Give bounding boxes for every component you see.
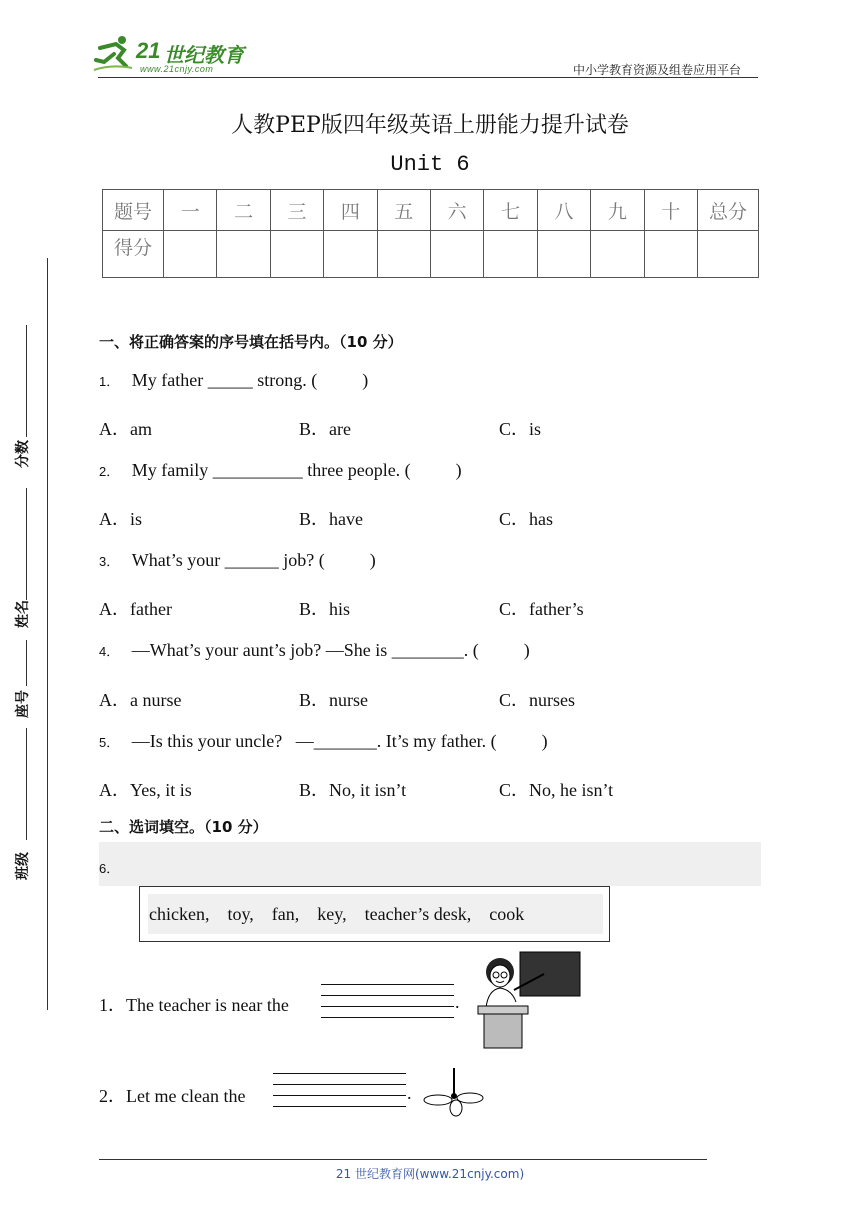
sidebar-score-blank[interactable] <box>26 325 27 437</box>
question-2 <box>99 460 462 481</box>
section2-heading: 二、选词填空。（10 分） <box>99 818 268 836</box>
score-input-cell[interactable] <box>591 231 644 278</box>
header-platform-text: 中小学教育资源及组卷应用平台 <box>573 63 742 77</box>
fill-item-suffix: . <box>455 992 460 1012</box>
fill-item-1 <box>99 991 289 1017</box>
sidebar-score-label: 分数 <box>15 440 31 468</box>
score-table-cell: 六 <box>430 190 483 231</box>
score-table-cell: 五 <box>377 190 430 231</box>
sidebar-class-label: 班级 <box>15 852 31 880</box>
question-5 <box>99 731 548 752</box>
option-c[interactable]: C．has <box>499 509 553 529</box>
score-input-cell[interactable] <box>698 231 759 278</box>
word-bank-words: chicken, toy, fan, key, teacher’s desk, cook <box>149 904 525 924</box>
option-a[interactable]: A．father <box>99 599 172 619</box>
score-input-cell[interactable] <box>484 231 537 278</box>
score-input-cell[interactable] <box>430 231 483 278</box>
option-c[interactable]: C．father’s <box>499 599 584 619</box>
exam-title: 人教PEP版四年级英语上册能力提升试卷 <box>231 113 629 138</box>
score-table-header-row <box>103 190 759 231</box>
sidebar-class-blank[interactable] <box>26 728 27 840</box>
score-table-cell: 总分 <box>698 190 759 231</box>
answer-blank-1[interactable] <box>321 984 454 1028</box>
ceiling-fan-icon <box>420 1068 484 1118</box>
fill-item-2 <box>99 1082 245 1108</box>
question-text: My father _____ strong. ( ) <box>131 370 369 390</box>
binding-line <box>47 258 48 1010</box>
word-bank-box <box>139 886 610 942</box>
option-b[interactable]: B．have <box>299 509 363 529</box>
question-text: —Is this your uncle? —_______. It’s my father. ( ) <box>131 731 548 751</box>
option-a[interactable]: A．Yes, it is <box>99 780 192 800</box>
question-number: 2． <box>99 464 120 479</box>
option-c[interactable]: C．nurses <box>499 690 575 710</box>
option-c[interactable]: C．is <box>499 419 542 439</box>
question-3 <box>99 550 376 571</box>
score-table-cell: 一 <box>164 190 217 231</box>
option-a[interactable]: A．is <box>99 509 143 529</box>
option-b[interactable]: B．No, it isn’t <box>299 780 407 800</box>
question-6-bar <box>99 842 761 886</box>
site-logo <box>92 34 262 76</box>
score-table-score-row <box>103 231 759 278</box>
sidebar-name-blank[interactable] <box>26 488 27 600</box>
sidebar-seat-label: 座号 <box>15 690 31 718</box>
question-text: —What’s your aunt’s job? —She is ________. ( ) <box>131 640 530 660</box>
exam-unit: Unit 6 <box>390 152 470 177</box>
score-table-cell: 二 <box>217 190 270 231</box>
logo-url: www.21cnjy.com <box>140 64 214 74</box>
option-a[interactable]: A．am <box>99 419 152 439</box>
score-input-cell[interactable] <box>324 231 377 278</box>
score-input-cell[interactable] <box>644 231 697 278</box>
logo-number: 21 <box>136 38 161 63</box>
score-input-cell[interactable] <box>164 231 217 278</box>
question-number: 1． <box>99 374 120 389</box>
question-4 <box>99 640 530 661</box>
sidebar-seat-blank[interactable] <box>26 640 27 686</box>
score-table-cell: 九 <box>591 190 644 231</box>
score-table-cell: 八 <box>537 190 590 231</box>
question-1 <box>99 370 368 391</box>
question-number: 3． <box>99 554 120 569</box>
score-input-cell[interactable] <box>217 231 270 278</box>
question-text: My family __________ three people. ( ) <box>131 460 462 480</box>
question-number: 5． <box>99 735 120 750</box>
score-table-cell: 七 <box>484 190 537 231</box>
fill-item-text: 1．The teacher is near the <box>99 995 289 1015</box>
score-table-cell: 三 <box>270 190 323 231</box>
logo-text: 世纪教育 <box>164 43 244 67</box>
option-b[interactable]: B．are <box>299 419 351 439</box>
question-number: 4． <box>99 644 120 659</box>
section1-heading: 一、将正确答案的序号填在括号内。（10 分） <box>99 333 403 351</box>
footer-text: 21 世纪教育网(www.21cnjy.com) <box>335 1167 525 1181</box>
fill-item-text: 2．Let me clean the <box>99 1086 246 1106</box>
question-text: What’s your ______ job? ( ) <box>131 550 376 570</box>
fill-item-suffix: . <box>407 1083 412 1103</box>
footer-rule <box>99 1159 707 1160</box>
header-rule <box>98 77 758 78</box>
score-table-cell: 题号 <box>103 190 164 231</box>
sidebar-name-label: 姓名 <box>15 600 31 628</box>
word-bank-inner <box>148 894 603 934</box>
teacher-at-desk-icon <box>474 950 584 1050</box>
score-input-cell[interactable] <box>270 231 323 278</box>
score-input-cell[interactable] <box>377 231 430 278</box>
score-table <box>102 189 759 278</box>
score-input-cell[interactable] <box>537 231 590 278</box>
answer-blank-2[interactable] <box>273 1073 406 1117</box>
option-c[interactable]: C．No, he isn’t <box>499 780 614 800</box>
option-a[interactable]: A．a nurse <box>99 690 182 710</box>
runner-logo-icon <box>92 34 134 74</box>
score-table-label: 得分 <box>103 231 164 278</box>
question-number: 6． <box>99 861 120 876</box>
score-table-cell: 十 <box>644 190 697 231</box>
score-table-cell: 四 <box>324 190 377 231</box>
option-b[interactable]: B．nurse <box>299 690 368 710</box>
option-b[interactable]: B．his <box>299 599 351 619</box>
